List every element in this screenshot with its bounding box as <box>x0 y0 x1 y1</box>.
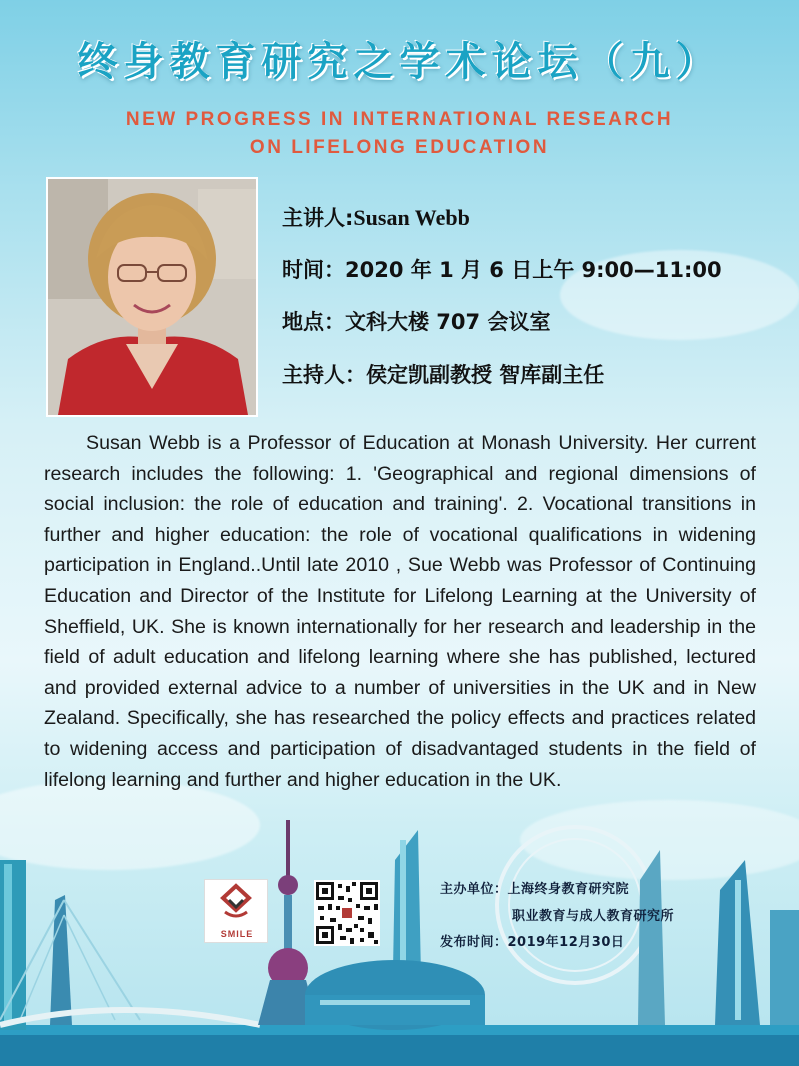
speaker-bio: Susan Webb is a Professor of Education at Monash University. Her current research includes the following: 1. 'Geographical and regional dimensions of social inclusion: the role of education and training'. 2. Vocational transitions in further and higher education: the role of vocational qualifications in widening participation in England..Until late 2010 , Sue Webb was Professor of Continuing Education and Director of the Institute for Lifelong Learning at the University of Sheffield, UK. She is known internationally for her research and leadership in the field of adult education and lifelong learning where she has published, lectured and provided external advice to a number of universities in the UK and in New Zealand. Specifically, she has researched the policy effects and practices related to widening access and participation of disadvantaged students in the field of lifelong learning and further and higher education in the UK. <box>44 432 756 791</box>
time-value: 2020 年 1 月 6 日上午 9:00—11:00 <box>345 258 722 282</box>
host-label: 主持人： <box>282 363 366 387</box>
organizer-line-1: 主办单位：上海终身教育研究院 <box>440 882 630 897</box>
time-label: 时间： <box>282 258 345 282</box>
release-date: 发布时间：2019年12月30日 <box>440 935 625 950</box>
subtitle-line-1: NEW PROGRESS IN INTERNATIONAL RESEARCH <box>125 109 674 130</box>
smile-logo-icon <box>205 880 267 928</box>
city-skyline-illustration <box>0 820 799 1066</box>
qr-code-icon[interactable] <box>314 880 380 946</box>
speaker-label: 主讲人: <box>282 206 354 230</box>
host-value: 侯定凯副教授 智库副主任 <box>366 363 605 387</box>
place-value: 文科大楼 707 会议室 <box>345 310 551 334</box>
smile-logo <box>204 879 268 943</box>
logo-text: SMILE <box>220 929 254 939</box>
place-line <box>282 306 550 336</box>
time-line <box>282 254 722 284</box>
speaker-name: Susan Webb <box>353 205 470 230</box>
place-label: 地点： <box>282 310 345 334</box>
speaker-photo <box>46 177 258 417</box>
speaker-line <box>282 202 470 232</box>
host-line <box>282 359 604 389</box>
organizer-line-2: 职业教育与成人教育研究所 <box>512 909 675 924</box>
subtitle-line-2: ON LIFELONG EDUCATION <box>249 137 550 158</box>
page-title: 终身教育研究之学术论坛（九） <box>77 39 722 85</box>
